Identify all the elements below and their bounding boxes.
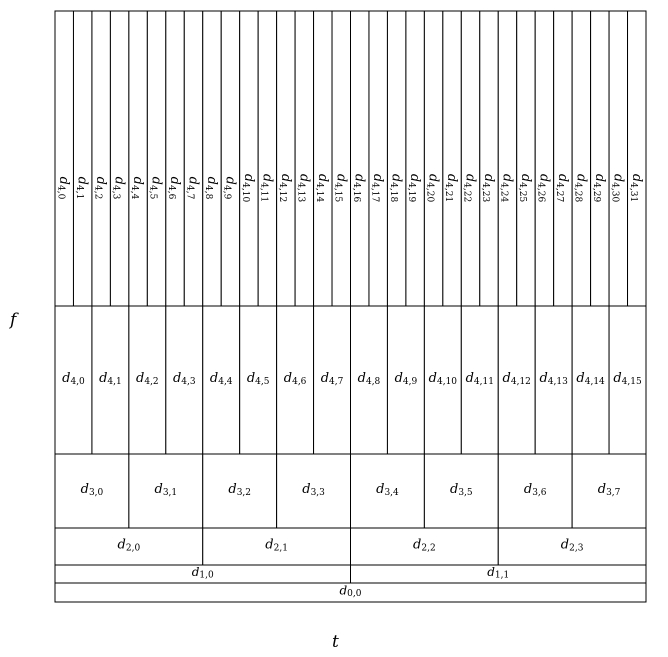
tile-cell (147, 11, 165, 306)
cell-label: $d_{0,0}$ (339, 583, 362, 600)
cell-label: $d_{4,15}$ (613, 370, 642, 387)
cell-label: $d_{4,9}$ (394, 370, 418, 387)
tile-cell (387, 11, 405, 306)
cell-label: $d_{4,2}$ (92, 176, 109, 200)
cell-label: $d_{3,2}$ (228, 481, 252, 498)
cell-label: $d_{4,6}$ (166, 176, 183, 200)
cell-label: $d_{4,4}$ (209, 370, 233, 387)
tile-cell (424, 11, 442, 306)
cell-label: $d_{3,5}$ (449, 481, 473, 498)
cell-label: $d_{4,24}$ (498, 173, 515, 203)
cell-label: $d_{4,5}$ (246, 370, 270, 387)
cell-label: $d_{1,1}$ (487, 565, 510, 581)
cell-label: $d_{4,3}$ (172, 370, 196, 387)
cell-label: $d_{2,0}$ (117, 537, 141, 554)
tile-cell (110, 11, 128, 306)
cell-label: $d_{4,12}$ (502, 370, 531, 387)
tile-cell (572, 11, 590, 306)
cell-label: $d_{4,25}$ (517, 173, 534, 203)
tile-cell (498, 11, 516, 306)
cell-label: $d_{4,28}$ (572, 173, 589, 203)
cell-label: $d_{4,27}$ (553, 173, 571, 203)
cell-label: $d_{1,0}$ (191, 565, 214, 581)
tile-cell (73, 11, 91, 306)
tile-cell (129, 11, 147, 306)
tile-cell (351, 11, 369, 306)
tile-cell (535, 11, 553, 306)
cell-label: $d_{4,8}$ (357, 370, 381, 387)
cell-label: $d_{4,10}$ (428, 370, 458, 387)
cell-label: $d_{4,20}$ (424, 173, 442, 203)
cell-label: $d_{2,1}$ (265, 537, 288, 554)
tile-cell (591, 11, 609, 306)
tile-cell (517, 11, 535, 306)
tile-cell (277, 11, 295, 306)
cell-label: $d_{4,18}$ (387, 173, 405, 203)
tile-cell (314, 11, 332, 306)
cell-label: $d_{4,11}$ (465, 370, 494, 387)
cell-label: $d_{4,16}$ (350, 173, 368, 203)
cell-label: $d_{4,30}$ (609, 173, 626, 203)
tile-cell (221, 11, 239, 306)
cell-label: $d_{4,19}$ (406, 173, 423, 203)
cell-label: $d_{4,5}$ (147, 176, 165, 200)
tile-cell (554, 11, 572, 306)
cell-label: $d_{4,6}$ (283, 370, 307, 387)
cell-label: $d_{4,0}$ (55, 176, 72, 200)
cell-label: $d_{4,7}$ (184, 176, 202, 200)
cell-label: $d_{4,29}$ (590, 173, 608, 203)
cell-label: $d_{4,1}$ (99, 370, 122, 387)
tile-cell (258, 11, 276, 306)
tile-cell (369, 11, 387, 306)
cell-label: $d_{3,3}$ (302, 481, 325, 498)
cell-label: $d_{3,4}$ (376, 481, 399, 498)
tile-cell (628, 11, 646, 306)
tile-cell (240, 11, 258, 306)
cell-label: $d_{4,13}$ (295, 173, 312, 203)
cell-label: $d_{4,0}$ (62, 370, 85, 387)
cell-label: $d_{4,26}$ (535, 173, 552, 203)
cell-label: $d_{4,8}$ (203, 176, 220, 200)
cell-label: $d_{4,22}$ (461, 173, 479, 203)
cell-label: $d_{3,1}$ (154, 481, 178, 498)
f-axis-label: f (10, 310, 17, 330)
cell-label: $d_{3,0}$ (80, 481, 104, 498)
tile-cell (332, 11, 350, 306)
cell-label: $d_{4,1}$ (73, 176, 91, 200)
cell-label: $d_{4,15}$ (332, 173, 349, 203)
cell-label: $d_{4,10}$ (240, 173, 257, 203)
cell-label: $d_{2,3}$ (560, 537, 584, 554)
tile-cell (461, 11, 479, 306)
cell-label: $d_{4,7}$ (320, 370, 344, 387)
t-axis-label: t (332, 632, 339, 652)
tile-cell (609, 11, 627, 306)
cell-label: $d_{4,3}$ (110, 176, 128, 200)
cell-label: $d_{4,14}$ (576, 370, 605, 387)
tile-cell (92, 11, 110, 306)
tile-cell (203, 11, 221, 306)
cell-label: $d_{4,9}$ (221, 176, 238, 200)
cell-label: $d_{4,4}$ (129, 176, 146, 200)
cell-label: $d_{4,31}$ (627, 173, 645, 203)
cell-label: $d_{4,2}$ (136, 370, 159, 387)
cell-label: $d_{4,14}$ (313, 173, 331, 203)
cell-label: $d_{2,2}$ (413, 537, 436, 554)
cell-label: $d_{4,13}$ (539, 370, 568, 387)
tile-cell (480, 11, 498, 306)
cell-label: $d_{4,21}$ (443, 173, 460, 203)
cell-label: $d_{4,17}$ (369, 173, 386, 203)
tiling-cells (55, 11, 646, 602)
cell-label: $d_{3,6}$ (523, 481, 547, 498)
tile-cell (55, 11, 73, 306)
cell-label: $d_{4,23}$ (480, 173, 497, 203)
tile-cell (166, 11, 184, 306)
cell-label: $d_{3,7}$ (597, 481, 621, 498)
cell-label: $d_{4,12}$ (276, 173, 294, 203)
tile-cell (443, 11, 461, 306)
tile-cell (406, 11, 424, 306)
tile-cell (295, 11, 313, 306)
tile-cell (184, 11, 202, 306)
cell-label: $d_{4,11}$ (258, 173, 275, 203)
